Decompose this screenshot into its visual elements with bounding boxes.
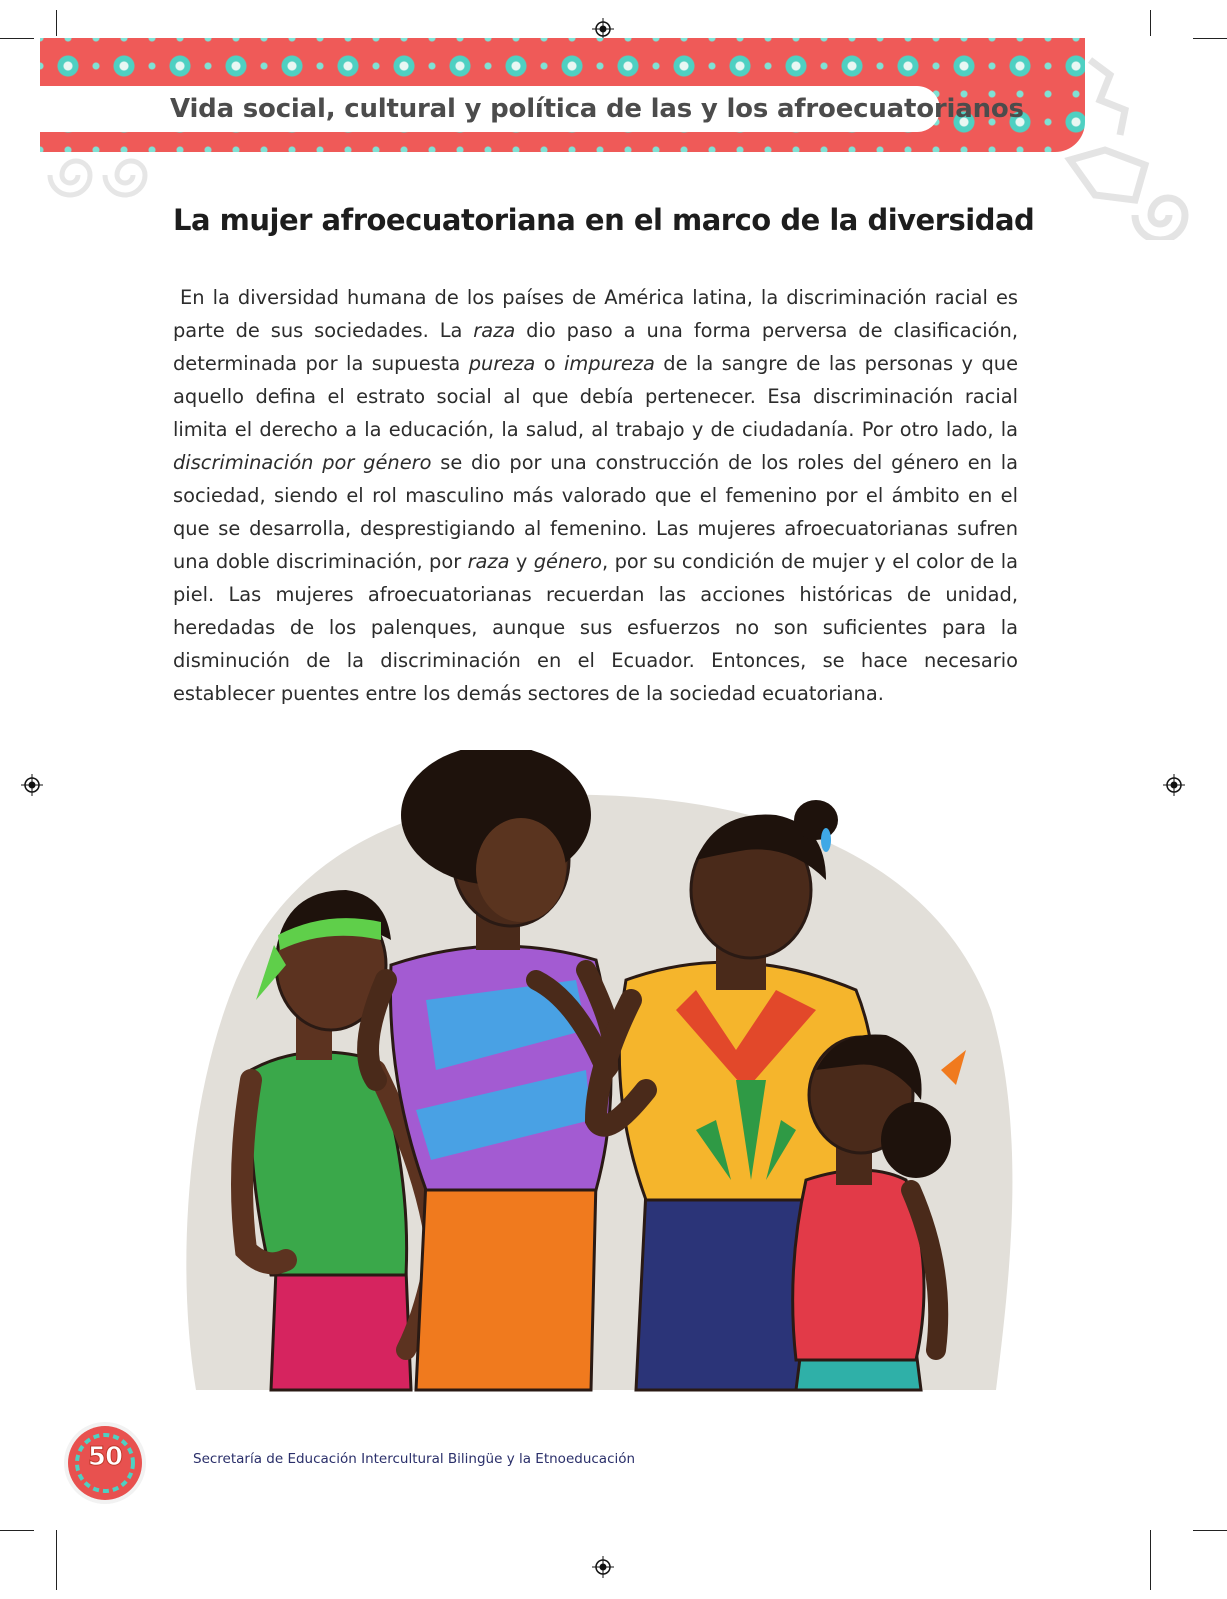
registration-mark-icon: [1163, 774, 1185, 796]
body-paragraph: [173, 281, 1018, 710]
crop-mark: [1150, 1530, 1151, 1590]
crop-mark: [56, 10, 57, 36]
registration-mark-icon: [592, 1556, 614, 1578]
text-run: dio paso a una forma perversa de clasificación, determinada por la supuesta: [173, 319, 1018, 375]
crop-mark: [56, 1530, 57, 1590]
text-run: , por su condición de mujer y el color de la piel. Las mujeres afroecuatorianas recuerdan las acciones históricas de unidad, heredadas de los palenques, aunque sus esfuerzos no son suficientes para la disminución de la discriminación en el Ecuador. Entonces, se hace necesario establecer puentes entre los demás sectores de la sociedad ecuatoriana.: [173, 550, 1018, 705]
footer-publisher: Secretaría de Educación Intercultural Bilingüe y la Etnoeducación: [193, 1451, 636, 1467]
crop-mark: [1193, 1530, 1227, 1531]
text-run: y: [509, 550, 534, 573]
italic-term: raza: [473, 319, 516, 342]
italic-term: género: [533, 550, 603, 573]
italic-term: pureza: [468, 352, 536, 375]
registration-mark-icon: [592, 18, 614, 40]
italic-term: discriminación por género: [173, 451, 432, 474]
crop-mark: [0, 1530, 34, 1531]
spiral-ornament-icon: [40, 145, 170, 215]
text-run: o: [535, 352, 565, 375]
illustration-women-group: [176, 750, 1016, 1410]
italic-term: impureza: [564, 352, 655, 375]
section-title-strip: [40, 86, 1024, 132]
text-run: se dio por una construcción de los roles del género en la sociedad, siendo el rol masculino más valorado que el femenino por el ámbito en el que se desarrolla, desprestigiando al femenino. Las mujeres afroecuatorianas sufren una doble discriminación, por: [173, 451, 1019, 573]
crop-mark: [1193, 38, 1227, 39]
italic-term: raza: [467, 550, 510, 573]
text-run: En la diversidad humana de los países de América latina, la discriminación racial es parte de sus sociedades. La: [173, 286, 1018, 342]
crop-mark: [0, 38, 34, 39]
crop-mark: [1150, 10, 1151, 36]
page-title: La mujer afroecuatoriana en el marco de la diversidad: [173, 203, 1035, 237]
text-run: de la sangre de las personas y que aquello defina el estrato social al que debía pertenecer. Esa discriminación racial limita el derecho a la educación, la salud, al trabajo y de ciudadanía. Por otro lado, la: [173, 352, 1018, 441]
registration-mark-icon: [21, 774, 43, 796]
page-number: 50: [87, 1442, 123, 1472]
section-title: Vida social, cultural y política de las y los afroecuatorianos: [170, 94, 1024, 124]
